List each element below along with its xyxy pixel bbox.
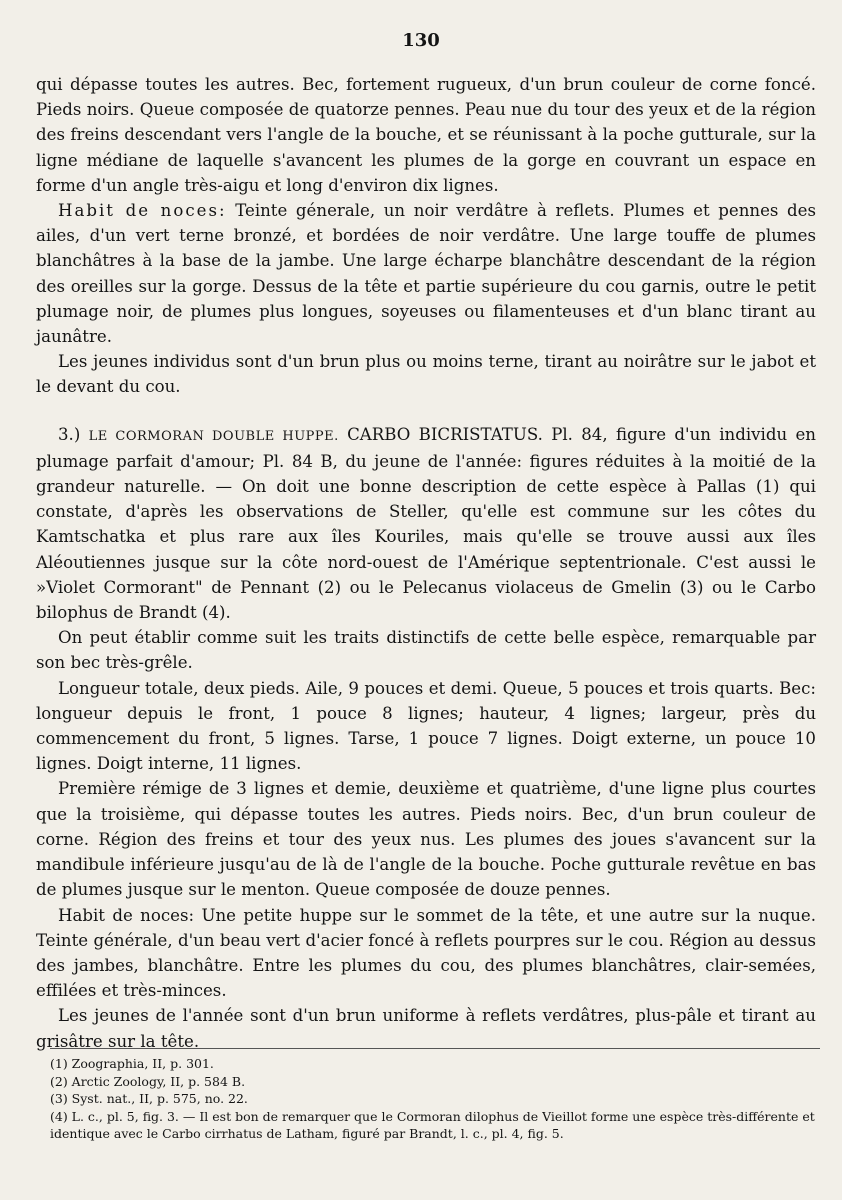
- footnotes: [50, 1048, 820, 1143]
- footnote: (3) Syst. nat., II, p. 575, no. 22.: [50, 1091, 248, 1106]
- section-title: LE CORMORAN DOUBLE HUPPE.: [88, 428, 339, 444]
- paragraph-juveniles: Les jeunes individus sont d'un brun plus ou moins terne, tirant au noirâtre sur le jabot et le devant du cou.: [36, 352, 816, 397]
- paragraph-text: Teinte génerale, un noir verdâtre à reflets. Plumes et pennes des ailes, d'un vert terne bronzé, et bordées de noir verdâtre. Une large touffe de plumes blanchâtres à la base de la jambe. Une large écharpe blanchâtre descendant de la région des oreilles sur la gorge. Dessus de la tête et partie supérieure du cou garnis, outre le petit plumage noir, de plumes plus longues, soyeuses ou filamenteuses et d'un blanc tirant au jaunâtre.: [36, 201, 816, 347]
- footnote: (1) Zoographia, II, p. 301.: [50, 1056, 214, 1071]
- habit-label: Habit de noces:: [58, 201, 227, 221]
- paragraph-traits-intro: On peut établir comme suit les traits distinctifs de cette belle espèce, remarquable par son bec très-grêle.: [36, 628, 816, 673]
- page-number: 130: [402, 30, 440, 51]
- species-heading-paragraph: [36, 422, 816, 626]
- body-text: [36, 72, 816, 1054]
- paragraph-juveniles-2: Les jeunes de l'année sont d'un brun uniforme à reflets verdâtres, plus-pâle et tirant au grisâtre sur la tête.: [36, 1006, 816, 1051]
- paragraph-breeding-plumage: [36, 198, 816, 349]
- footnote: (4) L. c., pl. 5, fig. 3. — Il est bon de remarquer que le Cormoran dilophus de Vieillot forme une espèce très-différente et identique avec le Carbo cirrhatus de Latham, figuré par Brandt, l. c., pl. 4, fig. 5.: [50, 1108, 815, 1141]
- paragraph-text: Une petite huppe sur le sommet de la tête, et une autre sur la nuque. Teinte générale, d'un beau vert d'acier foncé à reflets pourpres sur le cou. Région au dessus des jambes, blanchâtre. Entre les plumes du cou, des plumes blanchâtres, clair-semées, effilées et très-minces.: [36, 905, 816, 1001]
- habit-label: Habit de noces:: [58, 905, 195, 925]
- paragraph-text: CARBO BICRISTATUS. Pl. 84, figure d'un individu en plumage parfait d'amour; Pl. 84 B, du jeune de l'année: figures réduites à la moitié de la grandeur naturelle. — On doit une bonne description de cette espèce à Pallas (1) qui constate, d'après les observations de Steller, qu'elle est commune sur les côtes du Kamtschatka et plus rare aux îles Kouriles, mais qu'elle se trouve aussi aux îles Aléoutiennes jusque sur la côte nord-ouest de l'Amérique septentrionale. C'est aussi le »Violet Cormorant" de Pennant (2) ou le Pelecanus violaceus de Gmelin (3) ou le Carbo bilophus de Brandt (4).: [36, 424, 816, 623]
- paragraph-continuation: qui dépasse toutes les autres. Bec, fortement rugueux, d'un brun couleur de corne foncé. Pieds noirs. Queue composée de quatorze pennes. Peau nue du tour des yeux et de la région des freins descendant vers l'angle de la bouche, et se réunissant à la poche gutturale, sur la ligne médiane de laquelle s'avancent les plumes de la gorge en couvrant un espace en forme d'un angle très-aigu et long d'environ dix lignes.: [36, 75, 816, 195]
- paragraph-measurements: Longueur totale, deux pieds. Aile, 9 pouces et demi. Queue, 5 pouces et trois quarts. Bec: longueur depuis le front, 1 pouce 8 lignes; hauteur, 4 lignes; largeur, près du commencement du front, 5 lignes. Tarse, 1 pouce 7 lignes. Doigt externe, un pouce 10 lignes. Doigt interne, 11 lignes.: [36, 678, 816, 774]
- paragraph-description: Première rémige de 3 lignes et demie, deuxième et quatrième, d'une ligne plus courtes que la troisième, qui dépasse toutes les autres. Pieds noirs. Bec, d'un brun couleur de corne. Région des freins et tour des yeux nus. Les plumes des joues s'avancent sur la mandibule inférieure jusqu'au de là de l'angle de la bouche. Poche gutturale revêtue en bas de plumes jusque sur le menton. Queue composée de douze pennes.: [36, 779, 816, 900]
- section-number: 3.): [58, 424, 81, 444]
- footnote: (2) Arctic Zoology, II, p. 584 B.: [50, 1073, 246, 1089]
- paragraph-breeding-plumage-2: [36, 903, 816, 1004]
